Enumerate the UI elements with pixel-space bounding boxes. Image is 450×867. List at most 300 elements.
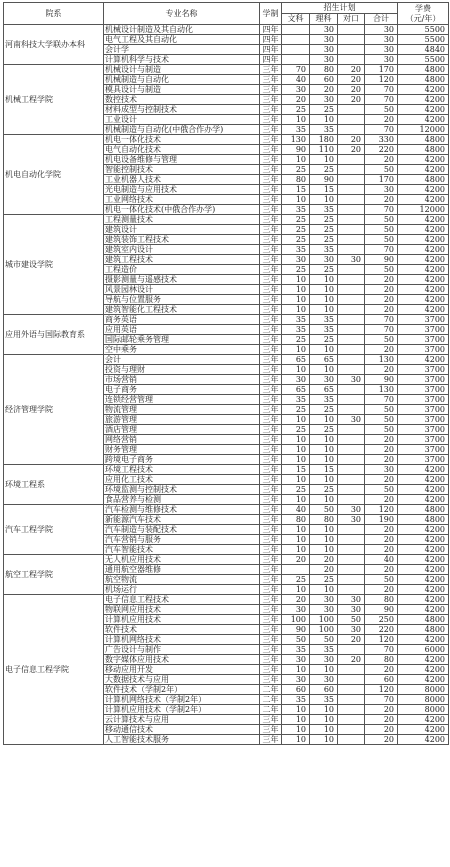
major-name: 工业机器人技术 bbox=[104, 175, 260, 185]
major-name: 计算机科学与技术 bbox=[104, 55, 260, 65]
major-name: 计算机网络技术 bbox=[104, 635, 260, 645]
dept-name: 应用外语与国际教育系 bbox=[4, 315, 104, 355]
plan-duikou bbox=[338, 475, 365, 485]
plan-wenke: 10 bbox=[282, 275, 310, 285]
table-row bbox=[4, 25, 449, 35]
duration: 三年 bbox=[260, 565, 282, 575]
plan-total: 40 bbox=[365, 555, 398, 565]
dept-name: 汽车工程学院 bbox=[4, 505, 104, 555]
plan-wenke: 10 bbox=[282, 475, 310, 485]
plan-wenke: 25 bbox=[282, 235, 310, 245]
plan-like: 25 bbox=[310, 225, 338, 235]
plan-like: 50 bbox=[310, 635, 338, 645]
plan-total: 250 bbox=[365, 615, 398, 625]
plan-total: 20 bbox=[365, 735, 398, 745]
fee: 4200 bbox=[398, 155, 449, 165]
duration: 二年 bbox=[260, 695, 282, 705]
plan-like: 10 bbox=[310, 435, 338, 445]
plan-like: 15 bbox=[310, 465, 338, 475]
dept-name: 航空工程学院 bbox=[4, 555, 104, 595]
plan-duikou bbox=[338, 185, 365, 195]
plan-total: 20 bbox=[365, 535, 398, 545]
fee: 4200 bbox=[398, 555, 449, 565]
plan-duikou bbox=[338, 25, 365, 35]
plan-duikou bbox=[338, 445, 365, 455]
major-name: 应用化工技术 bbox=[104, 475, 260, 485]
plan-like: 35 bbox=[310, 695, 338, 705]
plan-total: 70 bbox=[365, 125, 398, 135]
plan-wenke: 30 bbox=[282, 605, 310, 615]
plan-like: 25 bbox=[310, 405, 338, 415]
major-name: 计算机应用技术（学制2年） bbox=[104, 705, 260, 715]
plan-total: 20 bbox=[365, 585, 398, 595]
duration: 三年 bbox=[260, 95, 282, 105]
fee: 4200 bbox=[398, 665, 449, 675]
plan-wenke: 15 bbox=[282, 185, 310, 195]
plan-total: 50 bbox=[365, 485, 398, 495]
plan-wenke: 30 bbox=[282, 375, 310, 385]
major-name: 环境工程技术 bbox=[104, 465, 260, 475]
fee: 4200 bbox=[398, 715, 449, 725]
plan-wenke: 10 bbox=[282, 525, 310, 535]
major-name: 投资与理财 bbox=[104, 365, 260, 375]
plan-duikou: 30 bbox=[338, 515, 365, 525]
plan-wenke: 10 bbox=[282, 345, 310, 355]
fee: 4200 bbox=[398, 195, 449, 205]
plan-wenke: 10 bbox=[282, 725, 310, 735]
plan-total: 170 bbox=[365, 65, 398, 75]
plan-like: 30 bbox=[310, 605, 338, 615]
fee: 4200 bbox=[398, 245, 449, 255]
duration: 三年 bbox=[260, 115, 282, 125]
plan-like: 25 bbox=[310, 485, 338, 495]
plan-total: 70 bbox=[365, 695, 398, 705]
plan-like: 35 bbox=[310, 315, 338, 325]
major-name: 建筑装饰工程技术 bbox=[104, 235, 260, 245]
plan-duikou bbox=[338, 695, 365, 705]
plan-wenke: 10 bbox=[282, 155, 310, 165]
plan-total: 30 bbox=[365, 185, 398, 195]
major-name: 广告设计与制作 bbox=[104, 645, 260, 655]
plan-wenke: 10 bbox=[282, 545, 310, 555]
duration: 三年 bbox=[260, 425, 282, 435]
plan-total: 60 bbox=[365, 675, 398, 685]
plan-duikou bbox=[338, 105, 365, 115]
plan-total: 50 bbox=[365, 225, 398, 235]
fee: 12000 bbox=[398, 205, 449, 215]
plan-wenke: 25 bbox=[282, 405, 310, 415]
duration: 三年 bbox=[260, 595, 282, 605]
plan-duikou bbox=[338, 165, 365, 175]
plan-wenke: 10 bbox=[282, 295, 310, 305]
major-name: 建筑智能化工程技术 bbox=[104, 305, 260, 315]
fee: 5500 bbox=[398, 55, 449, 65]
fee: 4200 bbox=[398, 255, 449, 265]
plan-wenke: 35 bbox=[282, 695, 310, 705]
plan-like: 25 bbox=[310, 265, 338, 275]
header-duration: 学制 bbox=[260, 3, 282, 25]
plan-like: 10 bbox=[310, 495, 338, 505]
table-row bbox=[4, 355, 449, 365]
plan-like: 10 bbox=[310, 365, 338, 375]
plan-wenke: 20 bbox=[282, 555, 310, 565]
dept-name: 经济管理学院 bbox=[4, 355, 104, 465]
plan-duikou bbox=[338, 495, 365, 505]
plan-duikou bbox=[338, 245, 365, 255]
duration: 三年 bbox=[260, 255, 282, 265]
fee: 4200 bbox=[398, 575, 449, 585]
header-duikou: 对口 bbox=[338, 14, 365, 25]
plan-wenke bbox=[282, 45, 310, 55]
fee: 4200 bbox=[398, 585, 449, 595]
plan-total: 50 bbox=[365, 415, 398, 425]
duration: 三年 bbox=[260, 325, 282, 335]
plan-total: 50 bbox=[365, 165, 398, 175]
plan-like: 10 bbox=[310, 115, 338, 125]
duration: 三年 bbox=[260, 85, 282, 95]
plan-like: 10 bbox=[310, 275, 338, 285]
table-body bbox=[4, 25, 449, 745]
major-name: 机场运行 bbox=[104, 585, 260, 595]
plan-wenke: 35 bbox=[282, 205, 310, 215]
plan-duikou bbox=[338, 535, 365, 545]
plan-wenke: 25 bbox=[282, 215, 310, 225]
fee: 4200 bbox=[398, 95, 449, 105]
duration: 三年 bbox=[260, 65, 282, 75]
plan-like: 30 bbox=[310, 45, 338, 55]
plan-total: 20 bbox=[365, 525, 398, 535]
duration: 二年 bbox=[260, 685, 282, 695]
duration: 三年 bbox=[260, 655, 282, 665]
dept-name: 城市建设学院 bbox=[4, 215, 104, 315]
plan-total: 20 bbox=[365, 275, 398, 285]
major-name: 连锁经营管理 bbox=[104, 395, 260, 405]
plan-wenke: 65 bbox=[282, 355, 310, 365]
major-name: 建筑工程技术 bbox=[104, 255, 260, 265]
plan-duikou: 50 bbox=[338, 615, 365, 625]
plan-duikou bbox=[338, 275, 365, 285]
plan-duikou bbox=[338, 385, 365, 395]
duration: 三年 bbox=[260, 215, 282, 225]
plan-wenke: 65 bbox=[282, 385, 310, 395]
plan-wenke: 90 bbox=[282, 145, 310, 155]
plan-like: 60 bbox=[310, 685, 338, 695]
plan-duikou: 20 bbox=[338, 95, 365, 105]
major-name: 电气自动化技术 bbox=[104, 145, 260, 155]
plan-total: 30 bbox=[365, 465, 398, 475]
duration: 四年 bbox=[260, 55, 282, 65]
major-name: 机电设备维修与管理 bbox=[104, 155, 260, 165]
header-fee-label: 学费 bbox=[415, 3, 431, 13]
major-name: 机电一体化技术 bbox=[104, 135, 260, 145]
plan-wenke: 10 bbox=[282, 415, 310, 425]
major-name: 光电制造与应用技术 bbox=[104, 185, 260, 195]
duration: 三年 bbox=[260, 725, 282, 735]
duration: 三年 bbox=[260, 205, 282, 215]
major-name: 商务英语 bbox=[104, 315, 260, 325]
plan-duikou bbox=[338, 315, 365, 325]
plan-like: 10 bbox=[310, 345, 338, 355]
plan-total: 90 bbox=[365, 375, 398, 385]
major-name: 跨境电子商务 bbox=[104, 455, 260, 465]
plan-wenke: 60 bbox=[282, 685, 310, 695]
major-name: 汽车检测与维修技术 bbox=[104, 505, 260, 515]
header-plan: 招生计划 bbox=[282, 3, 398, 14]
plan-like: 35 bbox=[310, 645, 338, 655]
fee: 3700 bbox=[398, 435, 449, 445]
duration: 三年 bbox=[260, 625, 282, 635]
plan-total: 50 bbox=[365, 105, 398, 115]
plan-like: 20 bbox=[310, 85, 338, 95]
table-row bbox=[4, 555, 449, 565]
plan-duikou bbox=[338, 325, 365, 335]
plan-wenke: 35 bbox=[282, 245, 310, 255]
major-name: 新能源汽车技术 bbox=[104, 515, 260, 525]
plan-like: 60 bbox=[310, 75, 338, 85]
plan-wenke: 25 bbox=[282, 335, 310, 345]
plan-like: 10 bbox=[310, 535, 338, 545]
duration: 三年 bbox=[260, 395, 282, 405]
plan-like: 10 bbox=[310, 155, 338, 165]
major-name: 计算机网络技术（学制2年） bbox=[104, 695, 260, 705]
plan-duikou bbox=[338, 545, 365, 555]
fee: 4200 bbox=[398, 725, 449, 735]
duration: 三年 bbox=[260, 515, 282, 525]
duration: 三年 bbox=[260, 75, 282, 85]
duration: 三年 bbox=[260, 295, 282, 305]
major-name: 物流管理 bbox=[104, 405, 260, 415]
duration: 三年 bbox=[260, 135, 282, 145]
major-name: 汽车智能技术 bbox=[104, 545, 260, 555]
plan-duikou bbox=[338, 335, 365, 345]
plan-total: 90 bbox=[365, 605, 398, 615]
plan-duikou: 20 bbox=[338, 635, 365, 645]
fee: 8000 bbox=[398, 705, 449, 715]
plan-like: 65 bbox=[310, 385, 338, 395]
fee: 4800 bbox=[398, 505, 449, 515]
plan-total: 70 bbox=[365, 205, 398, 215]
plan-wenke: 35 bbox=[282, 645, 310, 655]
plan-like: 100 bbox=[310, 615, 338, 625]
fee: 4200 bbox=[398, 565, 449, 575]
plan-wenke: 10 bbox=[282, 285, 310, 295]
major-name: 会计 bbox=[104, 355, 260, 365]
major-name: 数控技术 bbox=[104, 95, 260, 105]
duration: 三年 bbox=[260, 535, 282, 545]
duration: 三年 bbox=[260, 525, 282, 535]
plan-duikou bbox=[338, 35, 365, 45]
plan-like: 35 bbox=[310, 245, 338, 255]
plan-wenke: 25 bbox=[282, 485, 310, 495]
duration: 四年 bbox=[260, 45, 282, 55]
duration: 三年 bbox=[260, 435, 282, 445]
plan-total: 220 bbox=[365, 145, 398, 155]
duration: 三年 bbox=[260, 185, 282, 195]
plan-total: 20 bbox=[365, 305, 398, 315]
major-name: 机械制造与自动化 bbox=[104, 75, 260, 85]
plan-wenke: 30 bbox=[282, 655, 310, 665]
duration: 三年 bbox=[260, 105, 282, 115]
duration: 三年 bbox=[260, 445, 282, 455]
fee: 3700 bbox=[398, 415, 449, 425]
plan-total: 30 bbox=[365, 45, 398, 55]
plan-duikou bbox=[338, 355, 365, 365]
fee: 6000 bbox=[398, 645, 449, 655]
fee: 8000 bbox=[398, 695, 449, 705]
duration: 二年 bbox=[260, 705, 282, 715]
plan-total: 20 bbox=[365, 665, 398, 675]
fee: 4200 bbox=[398, 545, 449, 555]
major-name: 机械设计与制造 bbox=[104, 65, 260, 75]
duration: 三年 bbox=[260, 545, 282, 555]
plan-wenke: 35 bbox=[282, 125, 310, 135]
plan-like: 10 bbox=[310, 445, 338, 455]
major-name: 酒店管理 bbox=[104, 425, 260, 435]
fee: 4200 bbox=[398, 735, 449, 745]
major-name: 人工智能技术服务 bbox=[104, 735, 260, 745]
fee: 4200 bbox=[398, 595, 449, 605]
table-row bbox=[4, 65, 449, 75]
plan-wenke bbox=[282, 55, 310, 65]
plan-like: 10 bbox=[310, 735, 338, 745]
plan-wenke: 80 bbox=[282, 175, 310, 185]
plan-like: 35 bbox=[310, 125, 338, 135]
duration: 三年 bbox=[260, 225, 282, 235]
major-name: 工业网络技术 bbox=[104, 195, 260, 205]
duration: 三年 bbox=[260, 235, 282, 245]
plan-like: 90 bbox=[310, 175, 338, 185]
duration: 三年 bbox=[260, 455, 282, 465]
plan-total: 50 bbox=[365, 575, 398, 585]
duration: 三年 bbox=[260, 555, 282, 565]
fee: 4200 bbox=[398, 465, 449, 475]
plan-duikou: 20 bbox=[338, 75, 365, 85]
fee: 4200 bbox=[398, 115, 449, 125]
duration: 三年 bbox=[260, 165, 282, 175]
plan-like: 20 bbox=[310, 555, 338, 565]
duration: 三年 bbox=[260, 405, 282, 415]
fee: 4200 bbox=[398, 85, 449, 95]
plan-wenke: 10 bbox=[282, 715, 310, 725]
plan-like: 10 bbox=[310, 665, 338, 675]
duration: 三年 bbox=[260, 175, 282, 185]
plan-like: 10 bbox=[310, 295, 338, 305]
plan-wenke: 30 bbox=[282, 255, 310, 265]
plan-like: 50 bbox=[310, 505, 338, 515]
header-dept: 院系 bbox=[4, 3, 104, 25]
major-name: 财务管理 bbox=[104, 445, 260, 455]
plan-wenke: 10 bbox=[282, 705, 310, 715]
dept-name: 机电自动化学院 bbox=[4, 135, 104, 215]
plan-duikou: 30 bbox=[338, 605, 365, 615]
plan-total: 170 bbox=[365, 175, 398, 185]
plan-like: 80 bbox=[310, 515, 338, 525]
fee: 4200 bbox=[398, 485, 449, 495]
fee: 3700 bbox=[398, 385, 449, 395]
plan-wenke: 20 bbox=[282, 595, 310, 605]
fee: 3700 bbox=[398, 315, 449, 325]
plan-like: 100 bbox=[310, 625, 338, 635]
plan-duikou bbox=[338, 705, 365, 715]
plan-like: 30 bbox=[310, 255, 338, 265]
plan-like: 30 bbox=[310, 375, 338, 385]
fee: 5500 bbox=[398, 25, 449, 35]
plan-wenke: 100 bbox=[282, 615, 310, 625]
plan-total: 50 bbox=[365, 215, 398, 225]
fee: 4200 bbox=[398, 635, 449, 645]
duration: 三年 bbox=[260, 645, 282, 655]
major-name: 移动应用开发 bbox=[104, 665, 260, 675]
plan-wenke: 10 bbox=[282, 195, 310, 205]
plan-duikou bbox=[338, 395, 365, 405]
plan-duikou bbox=[338, 405, 365, 415]
duration: 三年 bbox=[260, 715, 282, 725]
duration: 三年 bbox=[260, 315, 282, 325]
fee: 5500 bbox=[398, 35, 449, 45]
plan-like: 30 bbox=[310, 655, 338, 665]
duration: 三年 bbox=[260, 665, 282, 675]
plan-wenke: 15 bbox=[282, 465, 310, 475]
fee: 4200 bbox=[398, 105, 449, 115]
duration: 三年 bbox=[260, 735, 282, 745]
plan-wenke: 25 bbox=[282, 165, 310, 175]
duration: 三年 bbox=[260, 285, 282, 295]
major-name: 电气工程及其自动化 bbox=[104, 35, 260, 45]
plan-total: 80 bbox=[365, 655, 398, 665]
fee: 4800 bbox=[398, 75, 449, 85]
plan-wenke: 20 bbox=[282, 95, 310, 105]
plan-total: 50 bbox=[365, 235, 398, 245]
plan-total: 20 bbox=[365, 475, 398, 485]
plan-total: 70 bbox=[365, 95, 398, 105]
fee: 4200 bbox=[398, 495, 449, 505]
plan-duikou bbox=[338, 525, 365, 535]
plan-like: 80 bbox=[310, 65, 338, 75]
major-name: 市场营销 bbox=[104, 375, 260, 385]
plan-duikou: 20 bbox=[338, 655, 365, 665]
plan-duikou bbox=[338, 285, 365, 295]
plan-like: 10 bbox=[310, 415, 338, 425]
plan-duikou bbox=[338, 205, 365, 215]
plan-duikou bbox=[338, 685, 365, 695]
plan-duikou bbox=[338, 725, 365, 735]
plan-like: 25 bbox=[310, 235, 338, 245]
plan-wenke: 25 bbox=[282, 575, 310, 585]
plan-like: 180 bbox=[310, 135, 338, 145]
dept-name: 环境工程系 bbox=[4, 465, 104, 505]
fee: 4200 bbox=[398, 275, 449, 285]
duration: 四年 bbox=[260, 35, 282, 45]
plan-wenke: 35 bbox=[282, 325, 310, 335]
plan-total: 20 bbox=[365, 435, 398, 445]
plan-total: 70 bbox=[365, 645, 398, 655]
duration: 三年 bbox=[260, 275, 282, 285]
plan-total: 20 bbox=[365, 115, 398, 125]
fee: 4800 bbox=[398, 515, 449, 525]
plan-duikou: 30 bbox=[338, 375, 365, 385]
plan-wenke: 40 bbox=[282, 75, 310, 85]
plan-like: 65 bbox=[310, 355, 338, 365]
fee: 4840 bbox=[398, 45, 449, 55]
plan-total: 330 bbox=[365, 135, 398, 145]
duration: 三年 bbox=[260, 145, 282, 155]
plan-like: 25 bbox=[310, 165, 338, 175]
major-name: 环境监测与控制技术 bbox=[104, 485, 260, 495]
dept-name: 河南科技大学联办本科 bbox=[4, 25, 104, 65]
plan-total: 20 bbox=[365, 155, 398, 165]
header-fee-unit: （元/年） bbox=[405, 13, 441, 23]
plan-wenke: 25 bbox=[282, 265, 310, 275]
